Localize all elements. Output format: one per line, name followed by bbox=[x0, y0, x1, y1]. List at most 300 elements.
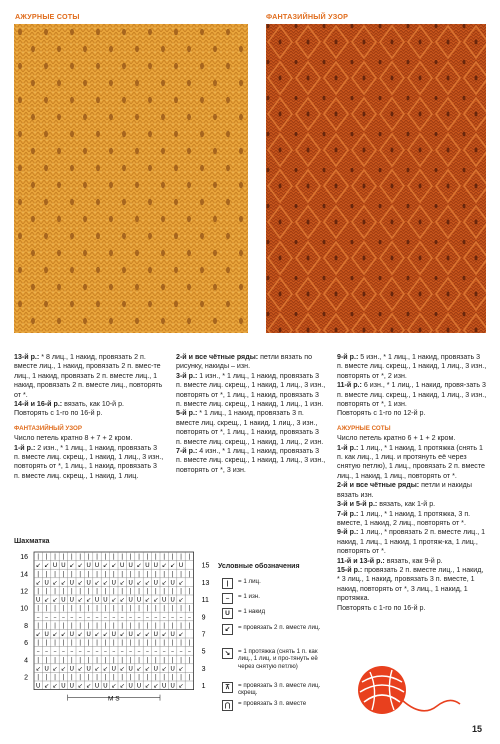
row-number-right: 13 bbox=[201, 579, 210, 587]
chart-symbol: ↙ bbox=[94, 631, 100, 638]
chart-symbol: ↙ bbox=[161, 631, 167, 638]
chart-symbol: | bbox=[179, 639, 183, 647]
chart-symbol: | bbox=[37, 570, 40, 578]
chart-symbol: – bbox=[36, 613, 40, 621]
chart-symbol: ↙ bbox=[178, 682, 184, 690]
legend-text: = провязать 3 п. вместе лиц. скрещ. bbox=[238, 682, 321, 697]
chart-symbol: ↙ bbox=[178, 665, 184, 673]
chart-symbol: ↙ bbox=[35, 562, 41, 570]
row-label: 9-й р.: bbox=[337, 353, 359, 361]
chart-symbol: | bbox=[62, 588, 65, 595]
repeat-note: Повторять с 1-го по 16-й р. bbox=[337, 603, 426, 612]
chart-symbol: ↙ bbox=[52, 665, 58, 673]
chart-symbol: | bbox=[163, 588, 166, 595]
chart-symbol: U bbox=[69, 579, 75, 587]
chart-symbol: | bbox=[129, 656, 132, 664]
chart-symbol: ↙ bbox=[77, 562, 83, 570]
chart-symbol: | bbox=[70, 622, 73, 630]
row-text: 2 изн., * 1 лиц., 1 накид, провязать 3 п. вместе лиц. скрещ., 1 накид, 1 лиц., 3 изн., повторять от *, 1 лиц., 1 накид, провязать 3 п. вместе лиц. скрещ., 1 накид, 1 лиц. bbox=[14, 443, 164, 480]
chart-symbol: | bbox=[53, 622, 57, 630]
chart-symbol: | bbox=[188, 674, 191, 681]
chart-symbol: U bbox=[161, 596, 167, 604]
chart-symbol: U bbox=[69, 596, 75, 604]
chart-symbol: ↙ bbox=[60, 631, 66, 638]
chart-symbol: | bbox=[112, 656, 115, 664]
row-text: * 8 лиц., 1 накид, провязать 2 п. вместе лиц., 1 накид, провязать 2 п. вмес-те лиц., 1 накид, провязать 2 п. вместе лиц., 1 накид, провязать 2 п. вместе лиц., повторять от *. bbox=[14, 353, 163, 399]
chart-symbol: – bbox=[78, 613, 82, 621]
legend-item bbox=[222, 648, 333, 670]
chart-symbol: | bbox=[53, 553, 57, 561]
chart-symbol: U bbox=[170, 682, 175, 690]
chart-symbol: | bbox=[146, 605, 149, 613]
chart-symbol: | bbox=[146, 656, 149, 664]
chart-symbol: U bbox=[161, 682, 167, 690]
chart-symbol: | bbox=[121, 605, 124, 613]
row-number-left: 6 bbox=[24, 640, 28, 648]
row-text: петли вязать по рисунку, накиды – изн. bbox=[176, 353, 313, 371]
row-number-left: 16 bbox=[20, 554, 28, 562]
chart-symbol: | bbox=[163, 605, 166, 613]
chart-symbol: | bbox=[112, 553, 115, 561]
row-label: 11-й р.: bbox=[337, 381, 362, 390]
chart-symbol: – bbox=[137, 613, 141, 621]
chart-symbol: ↙ bbox=[77, 665, 83, 673]
chart-symbol: – bbox=[45, 648, 49, 656]
row-label: 1-й р.: bbox=[337, 443, 359, 452]
chart-symbol: | bbox=[188, 588, 191, 595]
chart-symbol: | bbox=[70, 588, 73, 595]
chart-symbol: | bbox=[179, 605, 183, 613]
row-text: 1 лиц., * 1 накид, 1 протяжка, 3 п. вместе, 1 накид, 2 лиц., повторять от *. bbox=[337, 509, 471, 527]
chart-symbol: ↙ bbox=[136, 562, 142, 570]
chart-symbol: ↙ bbox=[178, 631, 184, 638]
chart-symbol: | bbox=[79, 553, 82, 561]
chart-symbol: | bbox=[179, 570, 183, 578]
chart-symbol: ↙ bbox=[102, 579, 108, 587]
chart-symbol: | bbox=[154, 656, 157, 664]
chart-symbol: | bbox=[95, 622, 99, 630]
chart-symbol: | bbox=[163, 656, 166, 664]
chart-symbol: | bbox=[87, 674, 90, 681]
legend-text: = провязать 3 п. вместе bbox=[238, 700, 307, 707]
legend-text: = 1 протяжка (снять 1 п. как лиц., 1 лиц. и про-тянуть её через снятую петлю) bbox=[238, 648, 318, 670]
chart-symbol: ↙ bbox=[102, 665, 108, 673]
chart-symbol: U bbox=[136, 682, 142, 690]
chart-symbol: | bbox=[79, 639, 82, 647]
chart-symbol: | bbox=[104, 656, 107, 664]
chart-symbol: | bbox=[171, 674, 174, 681]
chart-symbol: U bbox=[35, 682, 41, 690]
chart-symbol: | bbox=[179, 622, 183, 630]
legend-symbol: ↘ bbox=[222, 648, 233, 659]
chart-symbol: | bbox=[129, 674, 132, 681]
chart-symbol: – bbox=[103, 648, 107, 656]
chart-symbol: | bbox=[129, 622, 132, 630]
chart-symbol: | bbox=[53, 674, 57, 681]
chart-symbol: ↙ bbox=[35, 579, 41, 587]
legend bbox=[222, 578, 337, 718]
chart-symbol: U bbox=[128, 562, 133, 570]
chart-symbol: | bbox=[154, 553, 157, 561]
section-title-fancy: ФАНТАЗИЙНЫЙ УЗОР bbox=[14, 424, 82, 432]
chart-symbol: | bbox=[188, 570, 191, 578]
legend-item bbox=[222, 593, 333, 604]
chart-symbol: U bbox=[128, 579, 133, 587]
chart-symbol: ↙ bbox=[52, 682, 58, 690]
chart-symbol: ↙ bbox=[178, 596, 184, 604]
row-number-right: 3 bbox=[201, 665, 206, 673]
chart-symbol: | bbox=[95, 674, 99, 681]
chart-symbol: – bbox=[61, 613, 65, 621]
chart-symbol: – bbox=[145, 648, 149, 656]
chart-symbol: – bbox=[154, 613, 158, 621]
chart-symbol: | bbox=[95, 570, 99, 578]
chart-symbol: ↙ bbox=[44, 596, 50, 604]
chart-symbol: – bbox=[187, 648, 191, 656]
chart-symbol: ↙ bbox=[77, 596, 83, 604]
chart-symbol: | bbox=[171, 605, 174, 613]
repeat-note: Повторять с 1-го по 12-й р. bbox=[337, 409, 426, 418]
chart-symbol: | bbox=[87, 605, 90, 613]
chart-symbol: | bbox=[171, 570, 174, 578]
chart-symbol: | bbox=[95, 605, 99, 613]
chart-symbol: | bbox=[188, 639, 191, 647]
chart-symbol: U bbox=[86, 579, 91, 587]
chart-symbol: | bbox=[87, 656, 90, 664]
chart-symbol: U bbox=[61, 596, 66, 604]
chart-symbol: | bbox=[171, 639, 174, 647]
chart-symbol: U bbox=[94, 682, 100, 690]
chart-symbol: ↙ bbox=[77, 579, 83, 587]
chart-symbol: ↙ bbox=[111, 596, 117, 604]
chart-symbol: | bbox=[112, 674, 115, 681]
chart-symbol: | bbox=[87, 622, 90, 630]
chart-symbol: U bbox=[103, 682, 108, 690]
chart-symbol: U bbox=[119, 562, 125, 570]
chart-symbol: U bbox=[111, 631, 117, 638]
row-number-left: 2 bbox=[24, 674, 28, 682]
row-label: 14-й и 16-й р.: bbox=[14, 400, 63, 409]
chart-symbol: ↙ bbox=[60, 665, 66, 673]
legend-symbol: ⋂ bbox=[222, 700, 233, 711]
chart-symbol: – bbox=[70, 613, 74, 621]
chart-symbol: ↙ bbox=[52, 596, 58, 604]
row-label: 3-й и 5-й р.: bbox=[337, 500, 378, 509]
chart-symbol: ↙ bbox=[102, 562, 108, 570]
chart-symbol: ↙ bbox=[86, 596, 92, 604]
chart-symbol: ↙ bbox=[119, 665, 125, 673]
chart-symbol: – bbox=[78, 648, 82, 656]
chart-symbol: | bbox=[179, 588, 183, 595]
chart-symbol: | bbox=[163, 553, 166, 561]
chart-symbol: | bbox=[53, 588, 57, 595]
chart-symbol: U bbox=[170, 596, 175, 604]
chart-symbol: U bbox=[170, 665, 175, 673]
row-text: вязать, как 1-й р. bbox=[377, 500, 436, 509]
chart-symbol: | bbox=[104, 570, 107, 578]
row-label: 13-й р.: bbox=[14, 353, 40, 361]
chart-symbol: – bbox=[129, 613, 133, 621]
chart-symbol: | bbox=[70, 605, 73, 613]
ms-label: M S bbox=[108, 695, 120, 703]
chart-symbol: U bbox=[86, 631, 91, 638]
chart-symbol: | bbox=[45, 656, 48, 664]
chart-symbol: ↙ bbox=[52, 631, 58, 638]
legend-item bbox=[222, 682, 333, 697]
chart-symbol: | bbox=[62, 553, 65, 561]
chart-symbol: ↙ bbox=[153, 682, 159, 690]
chart-symbol: | bbox=[95, 553, 99, 561]
knit-photo-honeycomb bbox=[14, 24, 248, 333]
chart-symbol: – bbox=[36, 648, 40, 656]
row-number-left: 4 bbox=[24, 657, 28, 665]
chart-symbol: U bbox=[86, 665, 91, 673]
chart-symbol: U bbox=[178, 562, 184, 570]
legend-symbol: – bbox=[222, 593, 233, 604]
chart-symbol: – bbox=[179, 613, 183, 621]
chart-symbol: ↙ bbox=[119, 596, 125, 604]
legend-item bbox=[222, 578, 333, 589]
row-text: вязать, как 10-й р. bbox=[62, 400, 124, 409]
chart-title: Шахматка bbox=[14, 536, 50, 545]
chart-symbol: – bbox=[45, 613, 49, 621]
chart-symbol: ↙ bbox=[119, 579, 125, 587]
chart-symbol: U bbox=[153, 665, 159, 673]
chart-symbol: ↙ bbox=[178, 579, 184, 587]
legend-item bbox=[222, 700, 333, 711]
chart-symbol: | bbox=[188, 605, 191, 613]
text-column-1 bbox=[14, 353, 164, 481]
chart-symbol: | bbox=[146, 553, 149, 561]
section-title-right: ФАНТАЗИЙНЫЙ УЗОР bbox=[266, 12, 349, 21]
chart-symbol: – bbox=[112, 648, 116, 656]
chart-symbol: | bbox=[121, 570, 124, 578]
row-number-right: 9 bbox=[201, 614, 206, 622]
chart-symbol: | bbox=[87, 588, 90, 595]
chart-symbol: | bbox=[45, 553, 48, 561]
chart-symbol: | bbox=[137, 605, 141, 613]
chart-symbol: | bbox=[154, 570, 157, 578]
chart-symbol: U bbox=[170, 579, 175, 587]
chart-symbol: ↙ bbox=[144, 596, 150, 604]
chart-symbol: | bbox=[137, 656, 141, 664]
chart-symbol: ↙ bbox=[170, 562, 176, 570]
chart-symbol: | bbox=[154, 674, 157, 681]
chart-symbol: | bbox=[121, 622, 124, 630]
chart-symbol: | bbox=[70, 656, 73, 664]
legend-text: = 1 изн. bbox=[238, 593, 260, 600]
chart-symbol: ↙ bbox=[144, 682, 150, 690]
chart-symbol: | bbox=[37, 622, 40, 630]
knit-photo-fancy bbox=[266, 24, 486, 333]
legend-title: Условные обозначения bbox=[218, 563, 300, 570]
chart-symbol: – bbox=[162, 648, 166, 656]
chart-symbol: | bbox=[121, 656, 124, 664]
chart-symbol: | bbox=[70, 570, 73, 578]
chart-symbol: | bbox=[104, 605, 107, 613]
chart-symbol: | bbox=[137, 674, 141, 681]
chart-symbol: | bbox=[121, 639, 124, 647]
chart-symbol: | bbox=[79, 674, 82, 681]
chart-symbol: ↙ bbox=[136, 631, 142, 638]
chart-symbol: | bbox=[112, 570, 115, 578]
chart-symbol: | bbox=[163, 639, 166, 647]
chart-symbol: ↙ bbox=[119, 631, 125, 638]
chart-symbol: | bbox=[45, 622, 48, 630]
chart-symbol: – bbox=[95, 613, 99, 621]
chart-symbol: U bbox=[69, 682, 75, 690]
chart-symbol: | bbox=[62, 605, 65, 613]
chart-symbol: – bbox=[145, 613, 149, 621]
legend-item bbox=[222, 624, 333, 635]
chart-symbol: ↙ bbox=[94, 579, 100, 587]
chart-symbol: | bbox=[79, 622, 82, 630]
chart-symbol: | bbox=[188, 622, 191, 630]
chart-symbol: – bbox=[187, 613, 191, 621]
chart-symbol: – bbox=[179, 648, 183, 656]
chart-symbol: | bbox=[188, 656, 191, 664]
page-number: 15 bbox=[472, 724, 483, 734]
chart-symbol: | bbox=[121, 674, 124, 681]
chart-symbol: | bbox=[45, 639, 48, 647]
chart-symbol: U bbox=[69, 665, 75, 673]
chart-symbol: | bbox=[171, 656, 174, 664]
chart-symbol: ↙ bbox=[69, 562, 75, 570]
legend-item bbox=[222, 608, 333, 619]
chart-symbol: ↙ bbox=[35, 631, 41, 638]
chart-symbol: | bbox=[62, 674, 65, 681]
chart-symbol: | bbox=[163, 674, 166, 681]
chart-symbol: U bbox=[44, 579, 49, 587]
chart-symbol: | bbox=[37, 605, 40, 613]
chart-symbol: | bbox=[62, 656, 65, 664]
chart-symbol: | bbox=[146, 570, 149, 578]
chart-symbol: | bbox=[137, 622, 141, 630]
chart-symbol: – bbox=[53, 648, 57, 656]
chart-symbol: U bbox=[52, 562, 58, 570]
chart-symbol: ↙ bbox=[144, 631, 150, 638]
chart-symbol: | bbox=[112, 588, 115, 595]
chart-symbol: ↙ bbox=[86, 682, 92, 690]
chart-symbol: U bbox=[44, 631, 49, 638]
chart-symbol: | bbox=[179, 553, 183, 561]
chart-symbol: ↙ bbox=[136, 665, 142, 673]
row-number-right: 11 bbox=[201, 597, 209, 605]
chart-symbol: ↙ bbox=[77, 682, 83, 690]
chart-symbol: | bbox=[137, 553, 141, 561]
legend-symbol: ↙ bbox=[222, 624, 233, 635]
chart-symbol: | bbox=[37, 656, 40, 664]
section-title-left: АЖУРНЫЕ СОТЫ bbox=[15, 12, 80, 21]
chart-symbol: | bbox=[37, 588, 40, 595]
chart-symbol: | bbox=[95, 656, 99, 664]
chart-symbol: ↙ bbox=[161, 562, 167, 570]
chart-symbol: | bbox=[104, 639, 107, 647]
chart-symbol: – bbox=[95, 648, 99, 656]
chart-symbol: U bbox=[145, 562, 150, 570]
chart-symbol: | bbox=[171, 622, 174, 630]
chart-symbol: – bbox=[61, 648, 65, 656]
chart-symbol: | bbox=[53, 605, 57, 613]
legend-text: = 1 накид bbox=[238, 608, 266, 615]
row-label: 2-й и все чётные ряды: bbox=[337, 481, 420, 490]
row-text: 6 изн., * 1 лиц., 1 накид, провя-зать 3 п. вместе лиц. скрещ., 1 накид, 1 лиц., 3 изн., повторять от *, 1 изн. bbox=[337, 381, 487, 409]
chart-symbol: | bbox=[129, 639, 132, 647]
chart-symbol: | bbox=[95, 588, 99, 595]
row-number-left: 14 bbox=[20, 571, 28, 579]
row-number-left: 12 bbox=[20, 588, 28, 596]
chart-symbol: | bbox=[53, 639, 57, 647]
chart-symbol: | bbox=[53, 656, 57, 664]
chart-symbol: U bbox=[103, 596, 108, 604]
row-label: 7-й р.: bbox=[176, 447, 198, 456]
chart-symbol: ↙ bbox=[44, 562, 50, 570]
chart-symbol: – bbox=[129, 648, 133, 656]
chart-symbol: U bbox=[128, 665, 133, 673]
chart-symbol: | bbox=[146, 622, 149, 630]
chart-symbol: | bbox=[79, 570, 82, 578]
row-text: петли и накиды вязать изн. bbox=[337, 481, 472, 499]
chart-symbol: – bbox=[87, 648, 91, 656]
chart-symbol: | bbox=[37, 639, 40, 647]
chart-symbol: | bbox=[137, 570, 141, 578]
legend-symbol: U bbox=[222, 608, 233, 619]
chart-symbol: ↙ bbox=[161, 579, 167, 587]
chart-symbol: | bbox=[146, 588, 149, 595]
chart-symbol: U bbox=[35, 596, 41, 604]
text-column-2 bbox=[176, 353, 326, 475]
chart-symbol: | bbox=[129, 553, 132, 561]
chart-symbol: | bbox=[53, 570, 57, 578]
chart-symbol: | bbox=[121, 553, 124, 561]
chart-symbol: ↙ bbox=[111, 562, 117, 570]
chart-symbol: ↙ bbox=[144, 665, 150, 673]
chart-symbol: – bbox=[120, 648, 124, 656]
row-text: 5 изн., * 1 лиц., 1 накид, провязать 3 п. вместе лиц. скрещ., 1 накид, 1 лиц., 3 изн., повторять от *, 2 изн. bbox=[337, 353, 487, 380]
chart-symbol: – bbox=[70, 648, 74, 656]
row-number-left: 8 bbox=[24, 622, 28, 630]
chart-symbol: U bbox=[170, 631, 175, 638]
row-text: вязать, как 9-й р. bbox=[384, 556, 443, 565]
chart-symbol: | bbox=[104, 553, 107, 561]
chart-symbol: | bbox=[163, 622, 166, 630]
chart-symbol: U bbox=[94, 596, 100, 604]
chart-symbol: | bbox=[188, 553, 191, 561]
chart-symbol: | bbox=[87, 639, 90, 647]
section-title-honeycomb: АЖУРНЫЕ СОТЫ bbox=[337, 424, 391, 432]
chart-symbol: | bbox=[171, 553, 174, 561]
yarn-ball-illustration bbox=[352, 660, 462, 720]
chart-symbol: | bbox=[45, 605, 48, 613]
chart-symbol: ↙ bbox=[35, 665, 41, 673]
chart-symbol: U bbox=[69, 631, 75, 638]
chart-symbol: U bbox=[61, 682, 66, 690]
row-text: 4 изн., * 1 лиц., 1 накид, провязать 3 п. вместе лиц. скрещ., 1 накид, 1 лиц., 3 изн., повторять от *, 3 изн. bbox=[176, 447, 326, 474]
chart-symbol: – bbox=[103, 613, 107, 621]
chart-symbol: ↙ bbox=[77, 631, 83, 638]
chart-symbol: | bbox=[104, 674, 107, 681]
row-number-right: 7 bbox=[201, 631, 206, 639]
chart-symbol: | bbox=[112, 605, 115, 613]
chart-symbol: | bbox=[104, 588, 107, 595]
chart-symbol: | bbox=[112, 639, 115, 647]
row-label: 2-й и все чётные ряды: bbox=[176, 353, 259, 361]
knitting-chart bbox=[14, 548, 214, 728]
chart-symbol: – bbox=[112, 613, 116, 621]
chart-symbol: – bbox=[120, 613, 124, 621]
chart-symbol: ↙ bbox=[161, 665, 167, 673]
chart-symbol: | bbox=[154, 622, 157, 630]
